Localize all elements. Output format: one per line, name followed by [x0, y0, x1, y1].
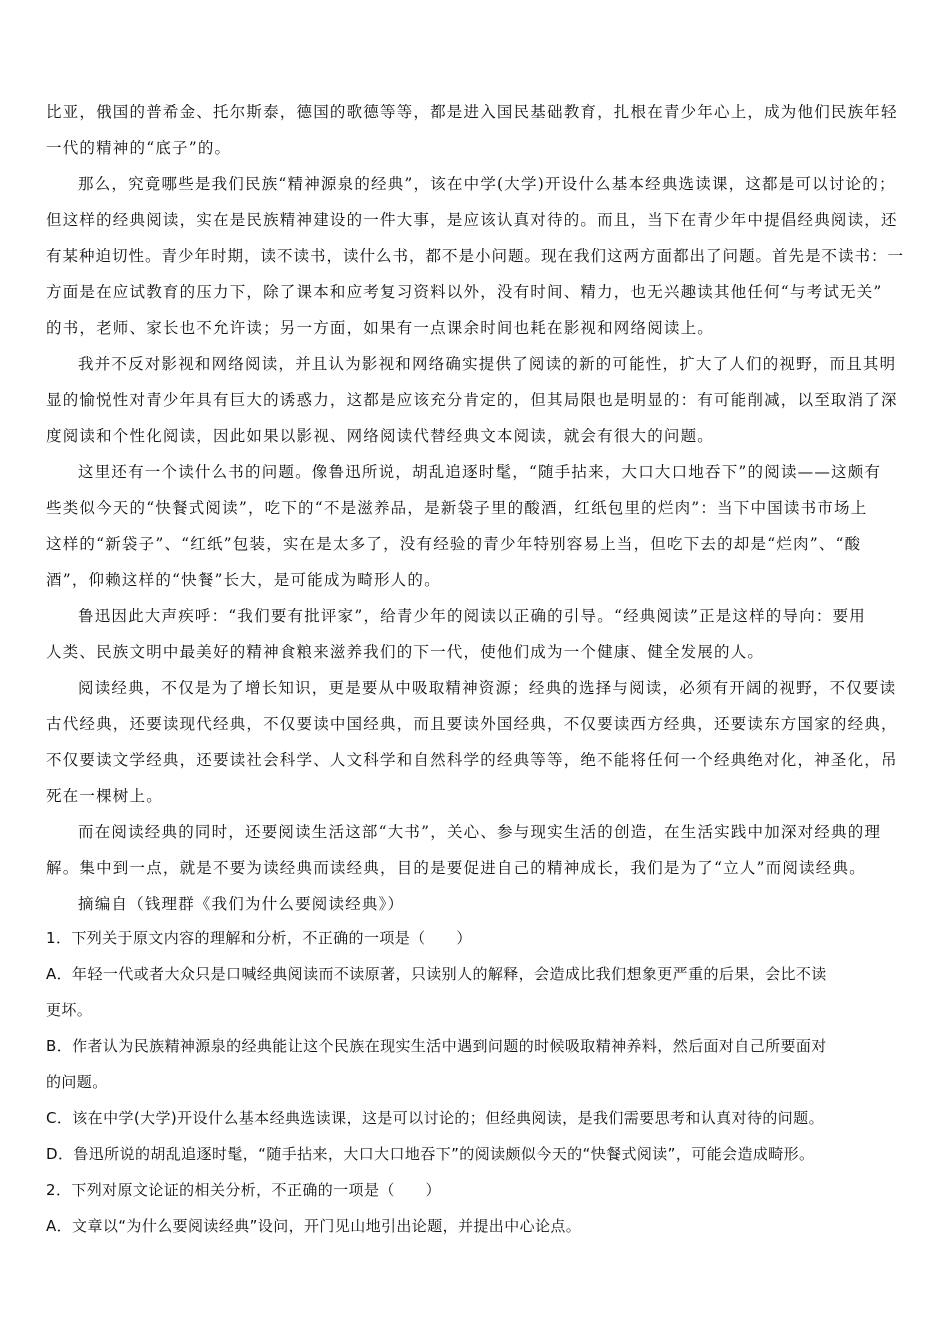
question-1-option-a-cont: 更坏。 — [46, 1001, 93, 1019]
passage-line: 比亚，俄国的普希金、托尔斯泰，德国的歌德等等，都是进入国民基础教育，扎根在青少年心上，成为他们民族年轻 — [46, 103, 898, 121]
passage-line: 这样的“新袋子”、“红纸”包装，实在是太多了，没有经验的青少年特别容易上当，但吃下去的却是“烂肉”、“酸 — [46, 535, 862, 553]
passage-line: 显的愉悦性对青少年具有巨大的诱惑力，这都是应该充分肯定的，但其局限也是明显的：有可能削减，以至取消了深 — [46, 391, 898, 409]
source-citation: 摘编自（钱理群《我们为什么要阅读经典》） — [78, 895, 405, 913]
passage-line: 我并不反对影视和网络阅读，并且认为影视和网络确实提供了阅读的新的可能性，扩大了人们的视野，而且其明 — [78, 355, 897, 373]
passage-line: 有某种迫切性。青少年时期，读不读书，读什么书，都不是小问题。现在我们这两方面都出了问题。首先是不读书：一 — [46, 247, 905, 265]
passage-line: 这里还有一个读什么书的问题。像鲁迅所说，胡乱追逐时髦，“随手拈来，大口大口地吞下”的阅读——这颇有 — [78, 463, 882, 481]
passage-line: 酒”，仰赖这样的“快餐”长大，是可能成为畸形人的。 — [46, 571, 441, 589]
question-1-stem: 1．下列关于原文内容的理解和分析，不正确的一项是（ ） — [46, 929, 472, 947]
passage-line: 阅读经典，不仅是为了增长知识，更是要从中吸取精神资源；经典的选择与阅读，必须有开阔的视野，不仅要读 — [78, 679, 897, 697]
passage-line: 鲁迅因此大声疾呼：“我们要有批评家”，给青少年的阅读以正确的引导。“经典阅读”正是这样的导向：要用 — [78, 607, 866, 625]
passage-line: 度阅读和个性化阅读，因此如果以影视、网络阅读代替经典文本阅读，就会有很大的问题。 — [46, 427, 715, 445]
passage-line: 古代经典，还要读现代经典，不仅要读中国经典，而且要读外国经典，不仅要读西方经典，还要读东方国家的经典， — [46, 715, 898, 733]
passage-line: 方面是在应试教育的压力下，除了课本和应考复习资料以外，没有时间、精力，也无兴趣读其他任何“与考试无关” — [46, 283, 883, 301]
passage-line: 那么，究竟哪些是我们民族“精神源泉的经典”，该在中学(大学)开设什么基本经典选读课，这都是可以讨论的； — [78, 175, 896, 193]
passage-line: 而在阅读经典的同时，还要阅读生活这部“大书”，关心、参与现实生活的创造，在生活实践中加深对经典的理 — [78, 823, 882, 841]
passage-line: 死在一棵树上。 — [46, 787, 163, 805]
passage-line: 解。集中到一点，就是不要为读经典而读经典，目的是要促进自己的精神成长，我们是为了“立人”而阅读经典。 — [46, 859, 866, 877]
passage-line: 不仅要读文学经典，还要读社会科学、人文科学和自然科学的经典等等，绝不能将任何一个经典绝对化，神圣化，吊 — [46, 751, 898, 769]
question-1-option-b: B．作者认为民族精神源泉的经典能让这个民族在现实生活中遇到问题的时候吸取精神养料，然后面对自己所要面对 — [46, 1037, 827, 1055]
passage-line: 但这样的经典阅读，实在是民族精神建设的一件大事，是应该认真对待的。而且，当下在青少年中提倡经典阅读，还 — [46, 211, 898, 229]
passage-line: 人类、民族文明中最美好的精神食粮来滋养我们的下一代，使他们成为一个健康、健全发展的人。 — [46, 643, 765, 661]
question-1-option-c: C．该在中学(大学)开设什么基本经典选读课，这是可以讨论的；但经典阅读，是我们需要思考和认真对待的问题。 — [46, 1109, 824, 1127]
question-2-stem: 2．下列对原文论证的相关分析，不正确的一项是（ ） — [46, 1181, 441, 1199]
passage-line: 的书，老师、家长也不允许读；另一方面，如果有一点课余时间也耗在影视和网络阅读上。 — [46, 319, 715, 337]
question-2-option-a: A．文章以“为什么要阅读经典”设问，开门见山地引出论题，并提出中心论点。 — [46, 1217, 582, 1235]
question-1-option-b-cont: 的问题。 — [46, 1073, 108, 1091]
question-1-option-d: D．鲁迅所说的胡乱追逐时髦，“随手拈来，大口大口地吞下”的阅读颇似今天的“快餐式阅读”，可能会造成畸形。 — [46, 1145, 815, 1163]
question-1-option-a: A．年轻一代或者大众只是口喊经典阅读而不读原著，只读别人的解释，会造成比我们想象更严重的后果，会比不读 — [46, 965, 827, 983]
passage-line: 些类似今天的“快餐式阅读”，吃下的“不是滋养品，是新袋子里的酸酒，红纸包里的烂肉”：当下中国读书市场上 — [46, 499, 868, 517]
passage-line: 一代的精神的“底子”的。 — [46, 139, 232, 157]
